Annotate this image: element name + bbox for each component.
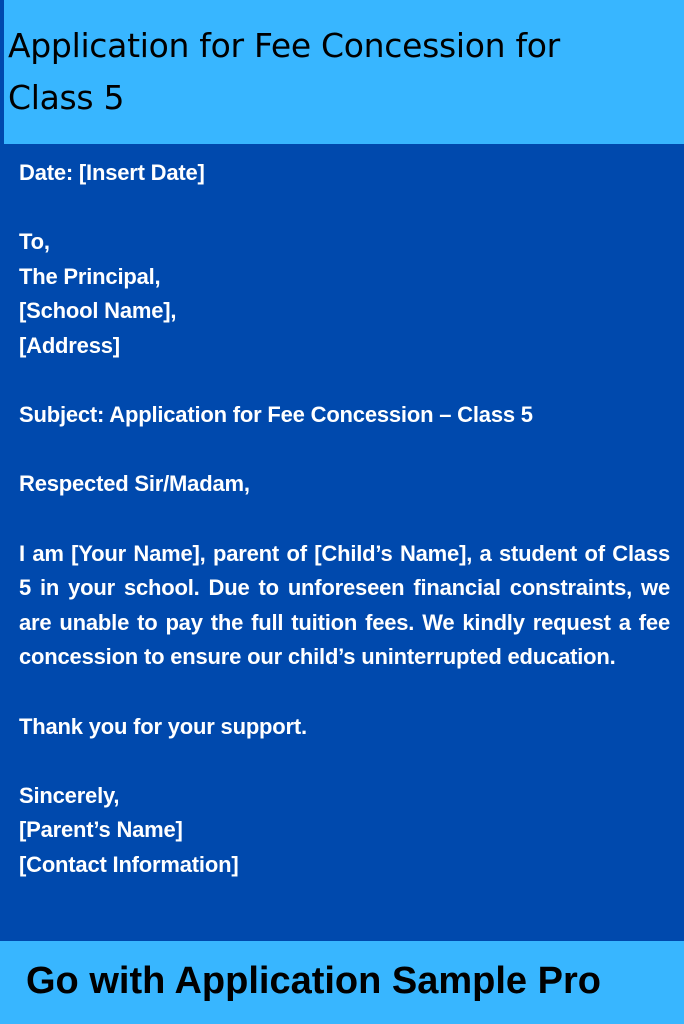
letter-recipient: The Principal, — [19, 263, 161, 289]
title-banner — [0, 0, 684, 144]
letter-subject: Subject: Application for Fee Concession – Class 5 — [19, 402, 533, 428]
footer-banner — [0, 941, 684, 1024]
letter-closing: Sincerely, — [19, 782, 120, 808]
letter-address: [Address] — [19, 332, 120, 358]
letter-to: To, — [19, 229, 50, 255]
letter-school-name: [School Name], — [19, 298, 177, 324]
page-title: Application for Fee Concession for Class 5 — [8, 26, 560, 117]
letter-date: Date: [Insert Date] — [19, 160, 205, 185]
spacer — [19, 744, 670, 779]
footer-tagline: Go with Application Sample Pro — [26, 960, 601, 1002]
letter-parent-name: [Parent’s Name] — [19, 817, 183, 843]
spacer — [19, 675, 670, 710]
spacer — [19, 502, 670, 537]
letter-body — [19, 156, 670, 882]
letter-salutation: Respected Sir/Madam, — [19, 471, 250, 497]
spacer — [19, 191, 670, 226]
letter-paragraph: I am [Your Name], parent of [Child’s Name], a student of Class 5 in your school. Due to unforeseen financial constraints, we are unable to pay the full tuition fees. We kindly request a fee concession to ensure our child’s uninterrupted education. — [19, 540, 670, 670]
spacer — [19, 364, 670, 399]
spacer — [19, 433, 670, 468]
letter-contact: [Contact Information] — [19, 851, 239, 877]
letter-thanks: Thank you for your support. — [19, 713, 307, 739]
